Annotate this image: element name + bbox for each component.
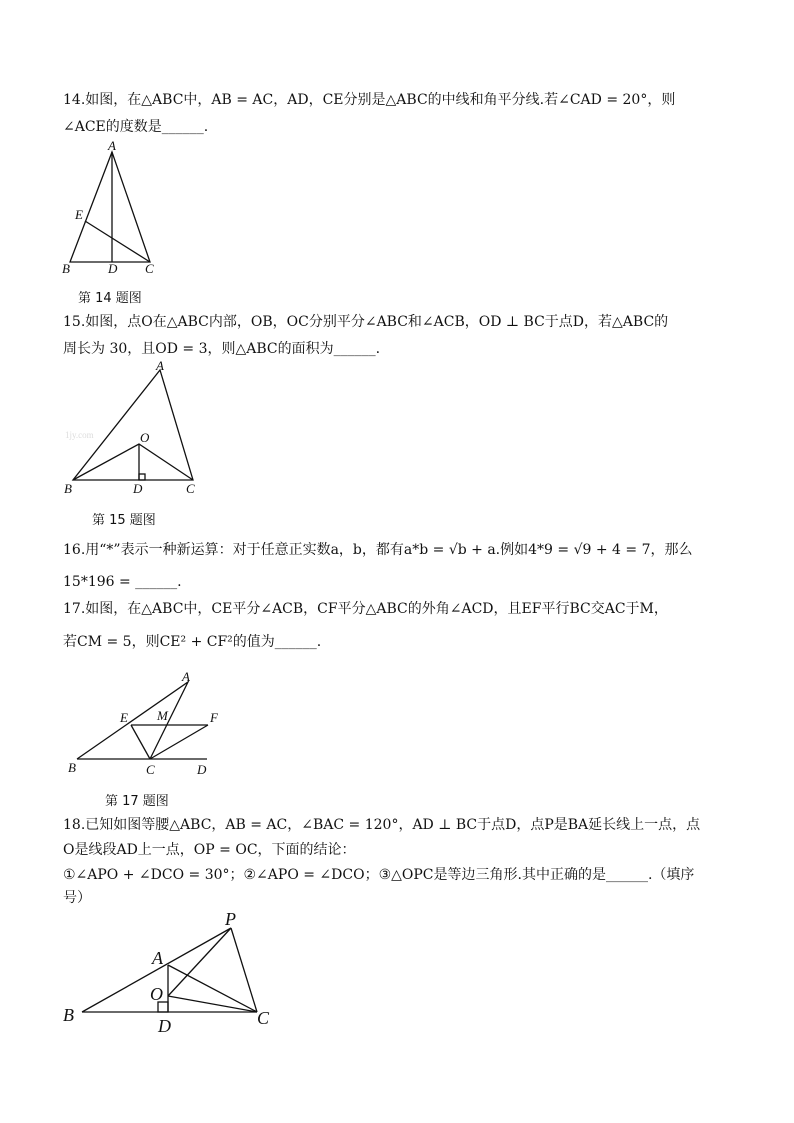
q18-label-a: A — [152, 948, 163, 968]
q18-label-o: O — [150, 984, 163, 1004]
q14-segment-ce — [85, 221, 150, 262]
q15-caption: 第 15 题图 — [92, 513, 156, 528]
q15-line2: 周长为 30，且OD = 3，则△ABC的面积为______. — [63, 341, 381, 357]
q14-label-d: D — [108, 261, 118, 276]
q18-figure — [60, 908, 290, 1038]
q18-label-b: B — [63, 1005, 74, 1025]
q18-label-p: P — [225, 909, 236, 929]
q18-line1: 18.已知如图等腰△ABC，AB = AC，∠BAC = 120°，AD ⊥ BC于点D，点P是BA延长线上一点，点 — [63, 817, 701, 833]
q17-label-d: D — [197, 762, 207, 777]
q18-line4: 号） — [63, 890, 91, 906]
q17-label-a: A — [182, 669, 190, 684]
q17-label-f: F — [210, 710, 218, 725]
q15-label-o: O — [140, 430, 150, 445]
q14-caption: 第 14 题图 — [78, 291, 142, 306]
q15-line1: 15.如图，点O在△ABC内部，OB，OC分别平分∠ABC和∠ACB，OD ⊥ BC于点D，若△ABC的 — [63, 314, 669, 330]
q15-label-b: B — [64, 481, 72, 496]
q18-segment-ac — [168, 965, 257, 1012]
q17-line1: 17.如图，在△ABC中，CE平分∠ACB，CF平分△ABC的外角∠ACD，且EF平行BC交AC于M， — [63, 601, 668, 617]
q18-line3: ①∠APO + ∠DCO = 30°；②∠APO = ∠DCO；③△OPC是等边三角形.其中正确的是______.（填序 — [63, 867, 695, 883]
q14-label-e: E — [75, 207, 83, 222]
q16-line1: 16.用“*”表示一种新运算：对于任意正实数a，b，都有a*b = √b + a.例如4*9 = √9 + 4 = 7，那么 — [63, 542, 693, 558]
q15-watermark: 1jy.com — [65, 430, 94, 440]
q15-label-d: D — [133, 481, 143, 496]
q17-sides-ba-ac — [77, 682, 188, 759]
q18-line2: O是线段AD上一点，OP = OC，下面的结论： — [63, 842, 356, 858]
q14-figure — [60, 140, 180, 275]
q14-label-c: C — [145, 261, 154, 276]
q17-segment-ce — [131, 725, 150, 759]
q15-figure — [60, 358, 210, 498]
q15-label-a: A — [156, 358, 164, 373]
q15-triangle-abc — [73, 370, 193, 480]
q15-label-c: C — [186, 481, 195, 496]
q18-label-d: D — [158, 1016, 171, 1036]
q15-segments-ob-oc — [73, 444, 193, 480]
q17-label-b: B — [68, 760, 76, 775]
q16-line2: 15*196 = ______. — [63, 574, 182, 590]
q18-segment-pc — [231, 928, 257, 1012]
q17-label-e: E — [120, 710, 128, 725]
q17-caption: 第 17 题图 — [105, 794, 169, 809]
q14-label-a: A — [108, 138, 116, 153]
q15-right-angle-mark — [139, 474, 145, 480]
q17-figure — [60, 668, 230, 783]
q17-label-c: C — [146, 762, 155, 777]
q18-segment-po — [168, 928, 231, 996]
q14-label-b: B — [62, 261, 70, 276]
q14-line1: 14.如图，在△ABC中，AB = AC，AD，CE分别是△ABC的中线和角平分线.若∠CAD = 20°，则 — [63, 92, 676, 108]
q18-segment-oc — [168, 996, 257, 1012]
q17-line2: 若CM = 5，则CE² + CF²的值为______. — [63, 634, 322, 650]
q14-line2: ∠ACE的度数是______. — [63, 119, 209, 135]
q17-label-m: M — [157, 708, 168, 723]
q18-label-c: C — [257, 1008, 270, 1028]
